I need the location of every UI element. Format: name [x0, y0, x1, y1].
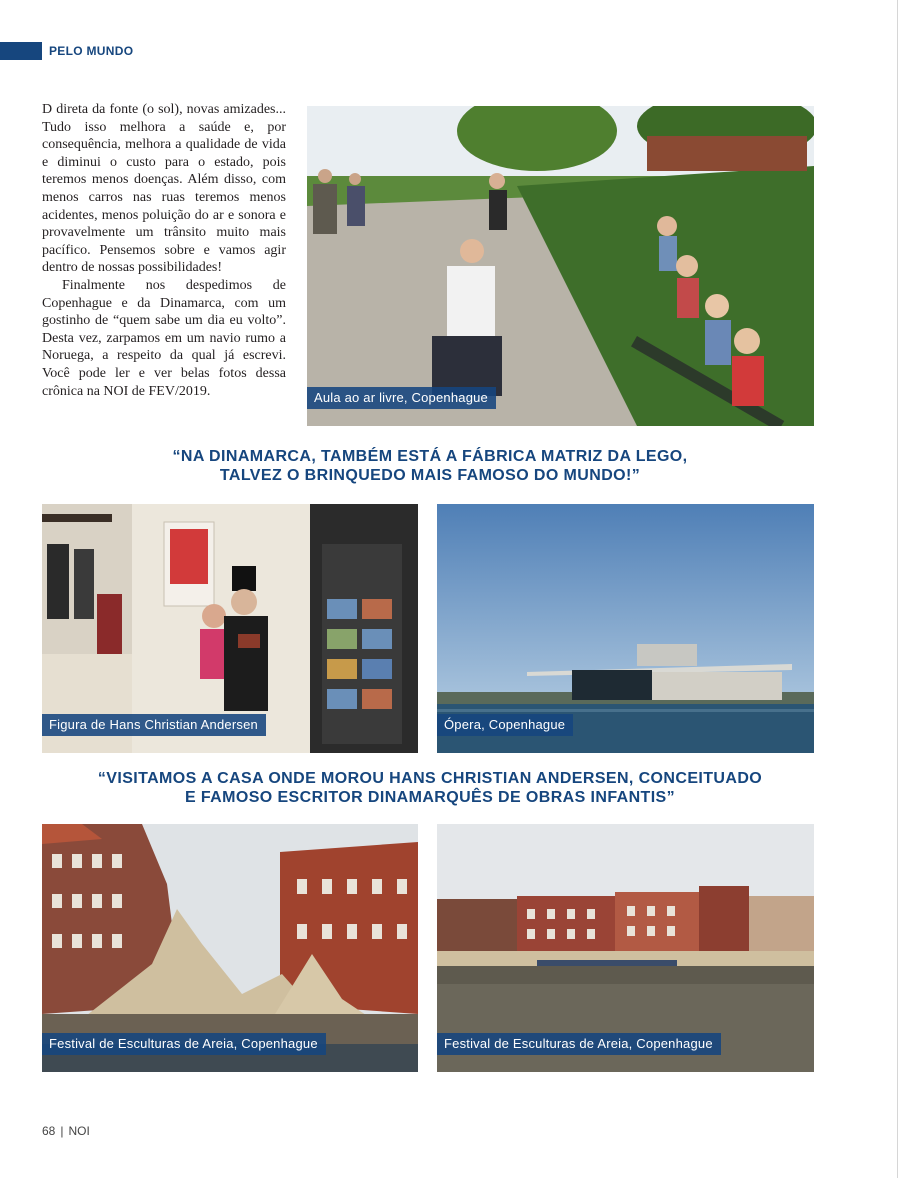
page-edge-line [897, 0, 898, 1178]
quote-line: E FAMOSO ESCRITOR DINAMARQUÊS DE OBRAS INFANTIS” [184, 789, 676, 806]
quote-line: “VISITAMOS A CASA ONDE MOROU HANS CHRISTIAN ANDERSEN, CONCEITUADO [97, 770, 763, 787]
photo-caption: Festival de Esculturas de Areia, Copenhague [437, 1033, 721, 1055]
section-label: PELO MUNDO [49, 44, 134, 58]
article-body [42, 101, 286, 400]
quote-line: TALVEZ O BRINQUEDO MAIS FAMOSO DO MUNDO!” [219, 467, 641, 484]
section-marker-bar [0, 42, 42, 60]
photo-sand-sculptures-1 [42, 824, 418, 1072]
magazine-name: NOI [68, 1124, 90, 1138]
article-paragraph-2: Finalmente nos despedimos de Copenhague e da Dinamarca, com um gostinho de “quem sabe um dia eu volto”. Desta vez, zarpamos em um navio rumo a Noruega, a respeito da qual já escrevi. Você pode ler e ver belas fotos dessa crônica na NOI de FEV/2019. [42, 277, 286, 399]
photo-andersen-figure [42, 504, 418, 753]
quote-line: “NA DINAMARCA, TAMBÉM ESTÁ A FÁBRICA MATRIZ DA LEGO, [172, 448, 688, 465]
photo-caption: Ópera, Copenhague [437, 714, 573, 736]
page-footer [42, 1124, 90, 1138]
photo-caption: Festival de Esculturas de Areia, Copenhague [42, 1033, 326, 1055]
pull-quote-lego [0, 447, 860, 485]
outdoor-class-image [307, 106, 814, 426]
photo-sand-sculptures-2 [437, 824, 814, 1072]
photo-caption: Aula ao ar livre, Copenhague [307, 387, 496, 409]
article-paragraph-1: D direta da fonte (o sol), novas amizades... Tudo isso melhora a saúde e, por consequência, melhora a qualidade de vida e diminui o custo para o estado, pois teremos menos doenças. Além disso, com menos carros nas ruas teremos menos acidentes, menos poluição do ar e sonora e provavelmente um trânsito muito mais pacífico. Pensemos sobre e vamos agir dentro de nossas possibilidades! [42, 102, 286, 276]
photo-outdoor-class [307, 106, 814, 426]
photo-opera [437, 504, 814, 753]
pull-quote-andersen [0, 769, 860, 807]
page-number: 68 [42, 1124, 56, 1138]
footer-separator: | [60, 1124, 64, 1138]
photo-caption: Figura de Hans Christian Andersen [42, 714, 266, 736]
